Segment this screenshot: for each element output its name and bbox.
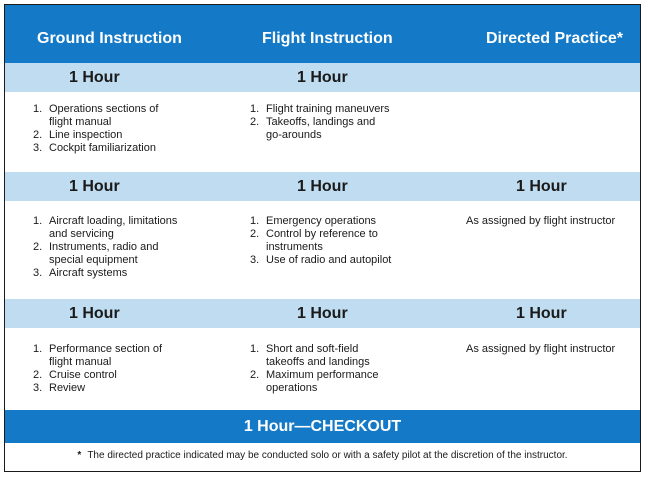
header-flight-instruction: Flight Instruction (262, 30, 393, 47)
training-syllabus-table (4, 4, 641, 472)
section-2-ground-hours: 1 Hour (69, 178, 120, 195)
list-item: 1. Aircraft loading, limitations and servicing (33, 215, 178, 240)
list-item: 1. Emergency operations (250, 215, 377, 227)
list-item: 2. Instruments, radio and special equipment (33, 241, 159, 266)
section-3-ground-hours: 1 Hour (69, 305, 120, 322)
list-item: 1. Performance section of flight manual (33, 343, 163, 368)
checkout-banner: 1 Hour—CHECKOUT (5, 410, 640, 443)
section-1-flight-list (250, 103, 450, 142)
section-3-hour-band (5, 299, 640, 328)
footnote (5, 450, 640, 462)
section-2-practice-note: As assigned by flight instructor (466, 215, 616, 227)
header-ground-instruction: Ground Instruction (37, 30, 182, 47)
list-item: 2. Takeoffs, landings and go-arounds (250, 116, 376, 141)
section-1-ground-list (33, 103, 233, 155)
section-1-hour-band (5, 63, 640, 92)
list-item: 2. Cruise control (33, 369, 117, 381)
list-item: 1. Flight training maneuvers (250, 103, 390, 115)
section-2-flight-hours: 1 Hour (297, 178, 348, 195)
section-3-practice-hours: 1 Hour (516, 305, 567, 322)
footnote-text: The directed practice indicated may be conducted solo or with a safety pilot at the discretion of the instructor. (87, 450, 568, 461)
list-item: 3. Cockpit familiarization (33, 142, 156, 154)
section-1-ground-hours: 1 Hour (69, 69, 120, 86)
section-3-flight-list (250, 343, 450, 395)
section-2-ground-list (33, 215, 233, 280)
header-directed-practice: Directed Practice* (486, 30, 623, 47)
section-3-flight-hours: 1 Hour (297, 305, 348, 322)
section-2-flight-list (250, 215, 450, 267)
column-header-row (5, 5, 640, 63)
list-item: 2. Line inspection (33, 129, 123, 141)
section-1-flight-hours: 1 Hour (297, 69, 348, 86)
section-2-hour-band (5, 172, 640, 201)
list-item: 3. Use of radio and autopilot (250, 254, 392, 266)
list-item: 3. Review (33, 382, 86, 394)
section-3-ground-list (33, 343, 233, 395)
list-item: 1. Operations sections of flight manual (33, 103, 159, 128)
list-item: 1. Short and soft-field takeoffs and landings (250, 343, 370, 368)
list-item: 2. Control by reference to instruments (250, 228, 378, 253)
section-2-practice-hours: 1 Hour (516, 178, 567, 195)
footnote-marker: * (77, 450, 82, 461)
list-item: 2. Maximum performance operations (250, 369, 379, 394)
section-3-practice-note: As assigned by flight instructor (466, 343, 616, 355)
list-item: 3. Aircraft systems (33, 267, 128, 279)
